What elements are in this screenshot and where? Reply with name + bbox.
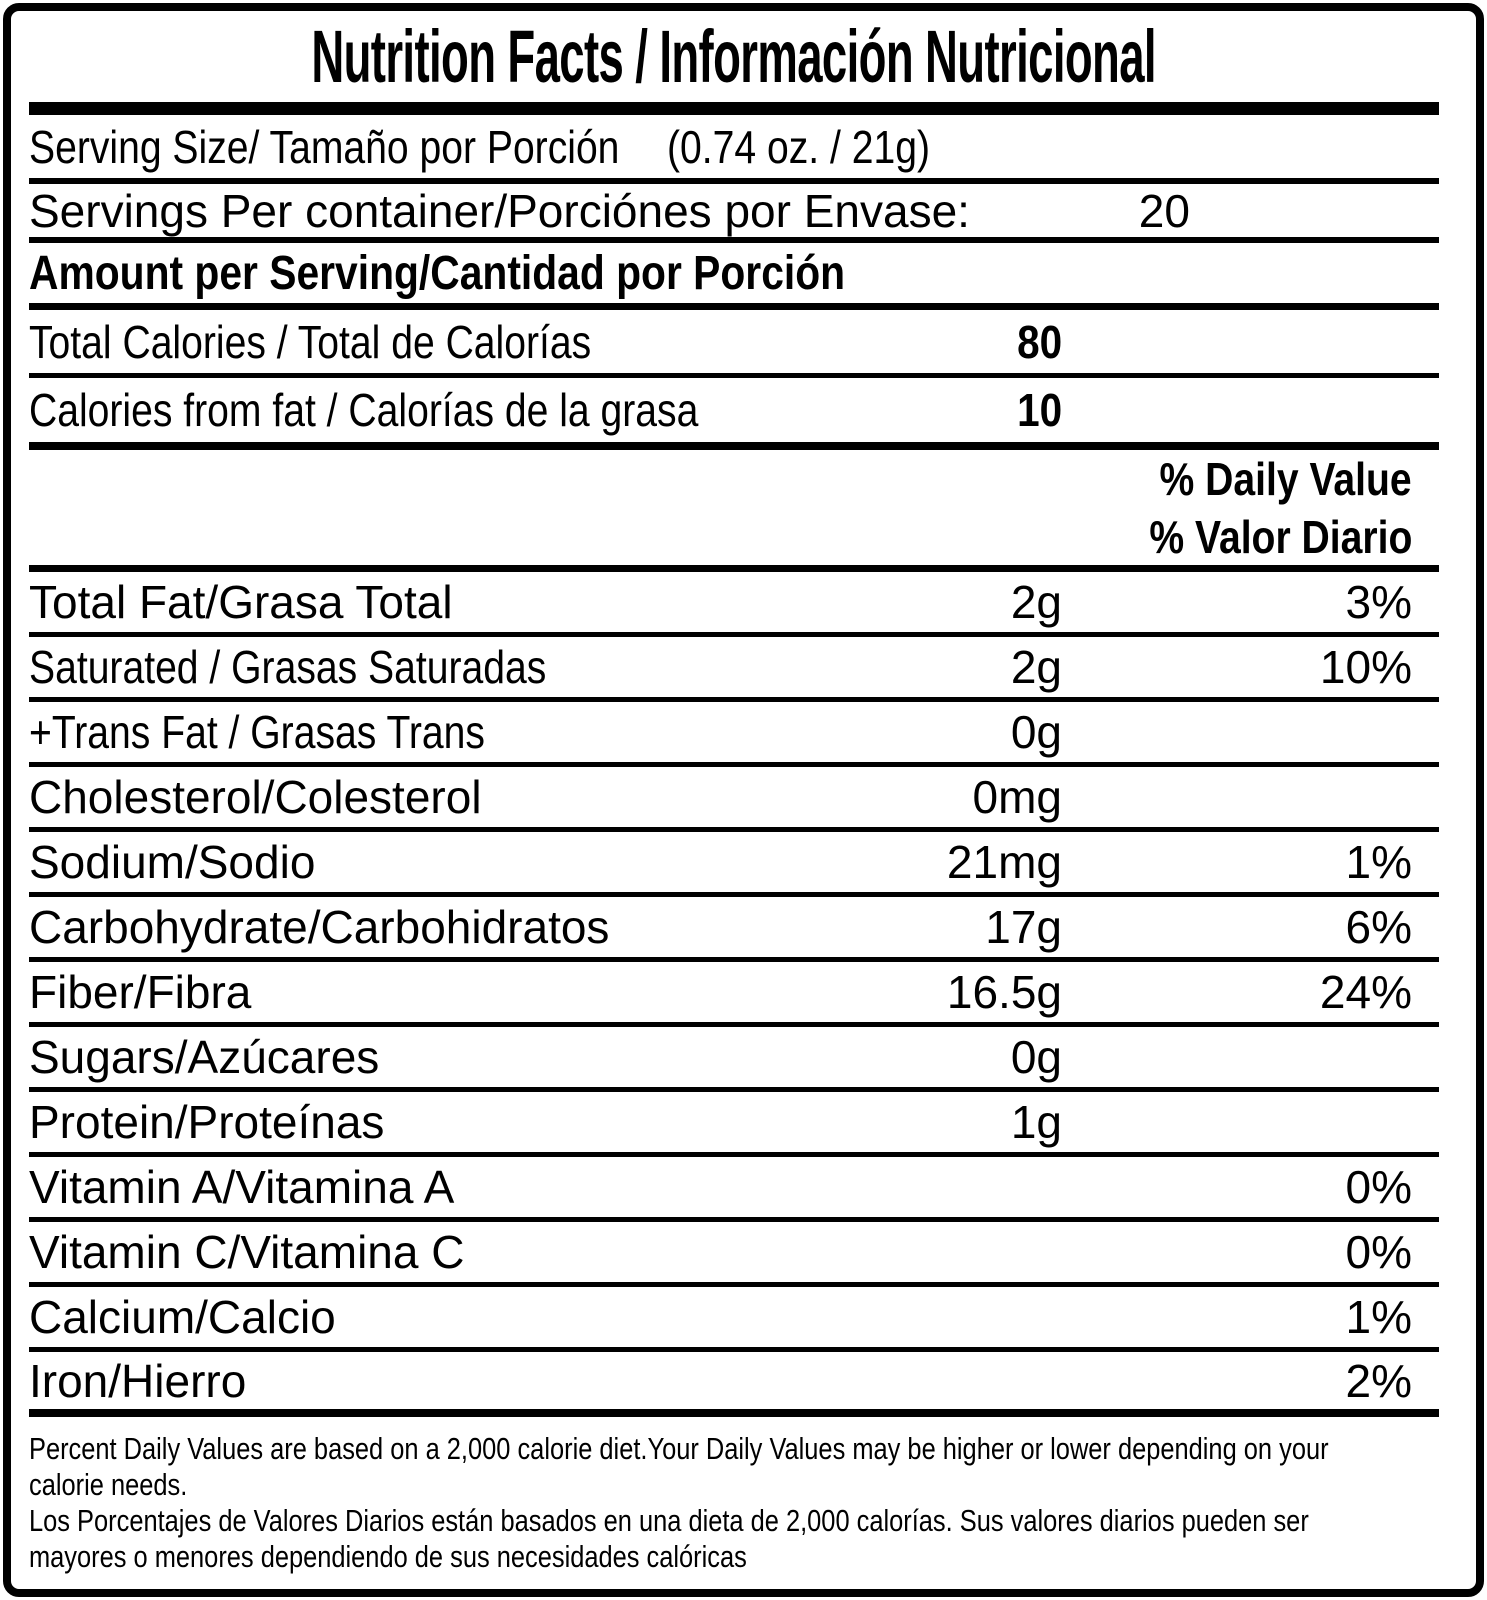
calories-from-fat-cell [29,383,842,437]
nutrient-row-total-fat [29,572,1439,637]
daily-value-header-en: % Daily Value [1159,453,1412,505]
nutrient-row-protein [29,1092,1439,1157]
nutrient-row-carbohydrate [29,897,1439,962]
nutrient-dv: 1% [1345,836,1412,888]
label-title: Nutrition Facts / Información Nutricional [311,15,1157,98]
nutrient-label: Vitamin A/Vitamina A [29,1161,455,1213]
total-calories-row [29,310,1439,378]
nutrient-value: 2g [1010,641,1062,693]
calories-from-fat-value: 10 [1016,384,1062,436]
nutrient-value: 2g [1010,576,1062,628]
nutrient-row-trans-fat [29,702,1439,767]
nutrient-dv: 0% [1345,1161,1412,1213]
nutrient-label: Saturated / Grasas Saturadas [29,641,547,693]
title-divider-bar [29,102,1439,115]
nutrient-row-calcium [29,1287,1439,1352]
total-calories-value-cell [1011,315,1062,369]
nutrient-cell [29,705,842,759]
nutrient-value: 0g [1010,706,1062,758]
footnote-line [29,1467,1439,1503]
daily-value-header-es: % Valor Diario [1149,510,1412,563]
nutrient-label: Fiber/Fibra [29,966,252,1018]
calories-from-fat-label: Calories from fat / Calorías de la grasa [29,384,699,436]
serving-size-value-cell [667,120,1439,174]
serving-size-row [29,115,1439,184]
nutrient-label: Cholesterol/Colesterol [29,771,482,823]
amount-per-serving-row [29,243,1439,310]
amount-per-serving-header: Amount per Serving/Cantidad por Porción [29,246,846,300]
nutrient-dv: 3% [1345,576,1412,628]
nutrient-value: 17g [985,901,1062,953]
nutrient-dv: 10% [1319,641,1412,693]
daily-value-header-es-row [29,508,1439,572]
nutrient-row-saturated-fat [29,637,1439,702]
nutrient-label: Total Fat/Grasa Total [29,576,453,628]
nutrient-label: Vitamin C/Vitamina C [29,1226,465,1278]
calories-from-fat-value-cell [1011,383,1062,437]
nutrient-row-iron [29,1352,1439,1417]
total-calories-label: Total Calories / Total de Calorías [29,315,592,368]
serving-size-label: Serving Size/ Tamaño por Porción [29,120,620,173]
amount-per-serving-header-cell [29,246,1439,301]
nutrient-value: 1g [1010,1096,1062,1148]
nutrient-label: Iron/Hierro [29,1354,247,1407]
total-calories-value: 80 [1016,315,1062,368]
servings-per-container-label: Servings Per container/Porciónes por Envase: [29,185,970,237]
nutrient-label: Sugars/Azúcares [29,1031,380,1083]
title-row [29,11,1439,102]
calories-from-fat-row [29,378,1439,450]
label-content [11,11,1476,1575]
nutrient-label: Protein/Proteínas [29,1096,385,1148]
footnote-line-text: Los Porcentajes de Valores Diarios están basados en una dieta de 2,000 calorías. Sus valores diarios pueden ser [29,1503,1309,1538]
footnote-line-text: Percent Daily Values are based on a 2,000 calorie diet.Your Daily Values may be higher or lower depending on your [29,1431,1329,1466]
nutrient-label: Calcium/Calcio [29,1291,336,1343]
nutrient-row-fiber [29,962,1439,1027]
nutrient-row-cholesterol [29,767,1439,832]
nutrient-row-sugars [29,1027,1439,1092]
footnote-line [29,1503,1439,1539]
serving-size-cell [29,120,667,174]
nutrient-value: 0g [1010,1031,1062,1083]
nutrient-value: 21mg [946,836,1062,888]
footnote-line-text: calorie needs. [29,1467,188,1502]
nutrient-row-vitamin-a [29,1157,1439,1222]
nutrient-dv: 1% [1345,1291,1412,1343]
nutrient-row-sodium [29,832,1439,897]
nutrient-dv: 2% [1345,1354,1412,1407]
footnote-line [29,1431,1439,1467]
total-calories-cell [29,315,842,369]
nutrient-label: +Trans Fat / Grasas Trans [29,706,485,758]
nutrient-value: 0mg [972,771,1062,823]
nutrient-cell [29,640,842,694]
footnote-line-text: mayores o menores dependiendo de sus necesidades calóricas [29,1539,747,1574]
footnote [29,1431,1439,1575]
servings-per-container-row [29,184,1439,243]
nutrient-row-vitamin-c [29,1222,1439,1287]
servings-per-container-value: 20 [1138,185,1190,237]
nutrient-dv: 6% [1345,901,1412,953]
nutrition-facts-label [3,3,1484,1597]
nutrient-dv: 0% [1345,1226,1412,1278]
nutrient-dv: 24% [1319,966,1412,1018]
footnote-line [29,1539,1439,1575]
serving-size-value: (0.74 oz. / 21g) [667,120,930,173]
daily-value-header-en-row [29,450,1439,508]
nutrient-label: Sodium/Sodio [29,836,316,888]
nutrient-value: 16.5g [946,966,1062,1018]
nutrient-label: Carbohydrate/Carbohidratos [29,901,610,953]
